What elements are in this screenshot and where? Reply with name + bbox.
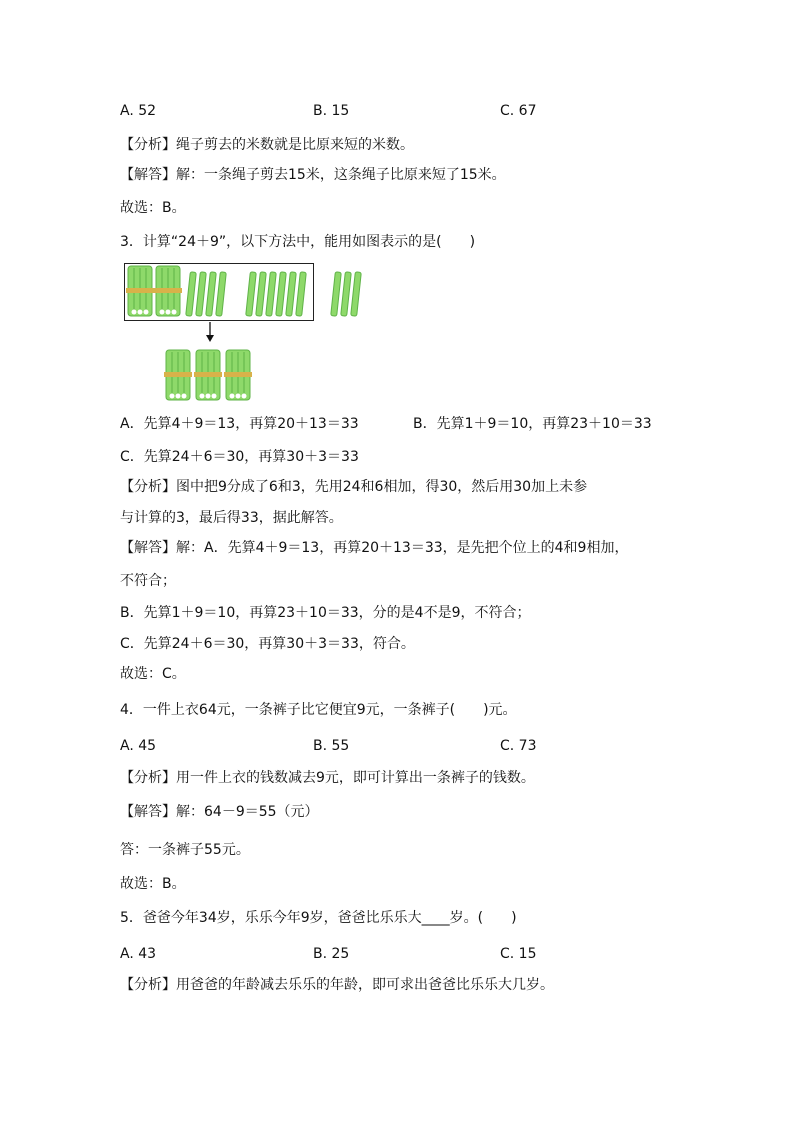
q2-option-a: A. 52 xyxy=(120,103,157,119)
q5-option-a: A. 43 xyxy=(120,946,157,962)
q3-option-b: B．先算1＋9＝10，再算23＋10＝33 xyxy=(413,416,652,432)
stick-bundle-icon xyxy=(164,350,192,400)
q3-option-c: C．先算24＋6＝30，再算30＋3＝33 xyxy=(120,449,359,465)
q5-option-b: B. 25 xyxy=(313,946,350,962)
q2-analysis: 【分析】绳子剪去的米数就是比原来短的米数。 xyxy=(120,137,414,153)
q2-choice: 故选：B。 xyxy=(120,200,186,216)
down-arrow-icon xyxy=(206,322,214,342)
sticks-figure xyxy=(0,0,794,420)
stick-bundle-icon xyxy=(224,350,252,400)
q2-answer: 【解答】解：一条绳子剪去15米，这条绳子比原来短了15米。 xyxy=(120,167,506,183)
q2-option-c: C. 67 xyxy=(500,103,537,119)
single-sticks-group-4 xyxy=(186,272,227,316)
q4-answer: 【解答】解：64－9＝55（元） xyxy=(120,804,319,820)
q3-answer-line-4: C．先算24＋6＝30，再算30＋3＝33，符合。 xyxy=(120,636,415,652)
q5-analysis: 【分析】用爸爸的年龄减去乐乐的年龄，即可求出爸爸比乐乐大几岁。 xyxy=(120,977,554,993)
q3-analysis-line-1: 【分析】图中把9分成了6和3，先用24和6相加，得30，然后用30加上未参 xyxy=(120,479,588,495)
q4-option-c: C. 73 xyxy=(500,738,537,754)
single-sticks-group-3 xyxy=(331,272,362,316)
q3-answer-line-3: B．先算1＋9＝10，再算23＋10＝33，分的是4不是9，不符合； xyxy=(120,605,531,621)
q3-question: 3．计算“24＋9”，以下方法中，能用如图表示的是( ) xyxy=(120,234,476,250)
q4-reply: 答：一条裤子55元。 xyxy=(120,842,250,858)
stick-bundle-icon xyxy=(154,266,182,316)
q3-analysis-line-2: 与计算的3，最后得33，据此解答。 xyxy=(120,510,343,526)
q5-option-c: C. 15 xyxy=(500,946,537,962)
stick-bundle-icon xyxy=(194,350,222,400)
q3-answer-line-1: 【解答】解：A．先算4＋9＝13，再算20＋13＝33，是先把个位上的4和9相加， xyxy=(120,540,629,556)
q4-option-a: A. 45 xyxy=(120,738,157,754)
q4-choice: 故选：B。 xyxy=(120,876,186,892)
q4-question: 4．一件上衣64元，一条裤子比它便宜9元，一条裤子( )元。 xyxy=(120,702,517,718)
q3-choice: 故选：C。 xyxy=(120,666,186,682)
q3-option-a: A．先算4＋9＝13，再算20＋13＝33 xyxy=(120,416,359,432)
single-sticks-group-6 xyxy=(246,272,307,316)
q4-option-b: B. 55 xyxy=(313,738,350,754)
q3-answer-line-2: 不符合； xyxy=(120,573,176,589)
q5-question: 5．爸爸今年34岁，乐乐今年9岁，爸爸比乐乐大____岁。( ) xyxy=(120,910,517,926)
q4-analysis: 【分析】用一件上衣的钱数减去9元，即可计算出一条裤子的钱数。 xyxy=(120,770,535,786)
q2-option-b: B. 15 xyxy=(313,103,350,119)
stick-bundle-icon xyxy=(126,266,154,316)
